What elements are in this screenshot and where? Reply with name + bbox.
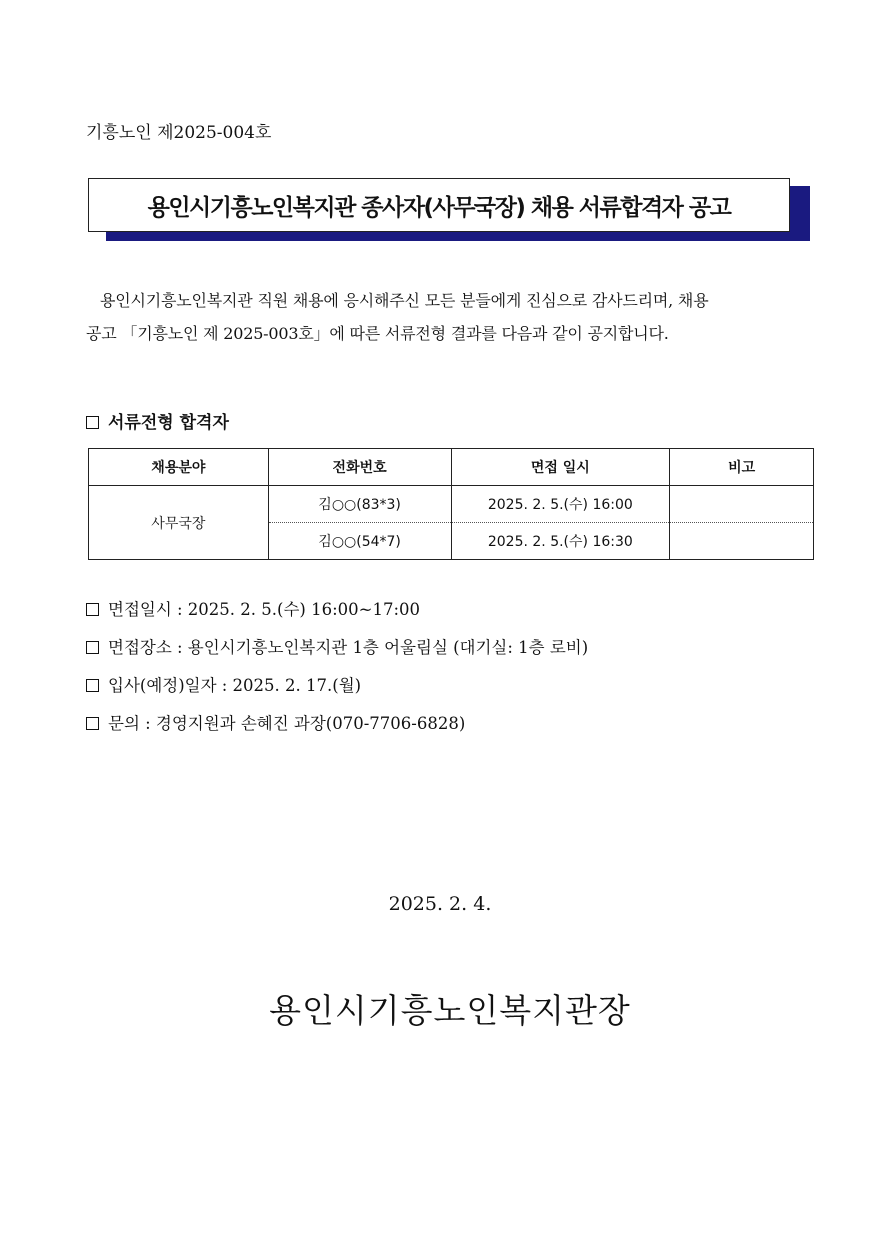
info-list xyxy=(86,596,588,748)
checkbox-icon xyxy=(86,416,99,429)
note-cell xyxy=(670,486,814,523)
candidate-cell: 김○○(54*7) xyxy=(268,523,451,560)
signature: 용인시기흥노인복지관장 xyxy=(269,991,631,1030)
intro-paragraph xyxy=(86,284,816,350)
interview-cell: 2025. 2. 5.(수) 16:30 xyxy=(451,523,670,560)
intro-line-1: 용인시기흥노인복지관 직원 채용에 응시해주신 모든 분들에게 진심으로 감사드리며, 채용 xyxy=(100,291,709,310)
title-box xyxy=(88,178,790,232)
interview-location: 면접장소 : 용인시기흥노인복지관 1층 어울림실 (대기실: 1층 로비) xyxy=(108,638,589,657)
start-date: 입사(예정)일자 : 2025. 2. 17.(월) xyxy=(108,676,362,695)
interview-cell: 2025. 2. 5.(수) 16:00 xyxy=(451,486,670,523)
list-item xyxy=(86,672,588,710)
results-table xyxy=(88,448,814,560)
candidate-cell: 김○○(83*3) xyxy=(268,486,451,523)
list-item xyxy=(86,710,588,748)
table-header-row xyxy=(89,449,814,486)
checkbox-icon xyxy=(86,679,99,692)
header-field: 채용분야 xyxy=(89,449,269,486)
contact-info: 문의 : 경영지원과 손혜진 과장(070-7706-6828) xyxy=(108,714,466,733)
table-row xyxy=(89,486,814,523)
intro-line-2: 공고 「기흥노인 제 2025-003호」에 따른 서류전형 결과를 다음과 같이 공지합니다. xyxy=(86,324,669,343)
page-title: 용인시기흥노인복지관 종사자(사무국장) 채용 서류합격자 공고 xyxy=(147,194,731,221)
section-heading xyxy=(86,408,229,433)
header-phone: 전화번호 xyxy=(268,449,451,486)
field-cell: 사무국장 xyxy=(89,486,269,560)
checkbox-icon xyxy=(86,717,99,730)
interview-datetime: 면접일시 : 2025. 2. 5.(수) 16:00~17:00 xyxy=(108,600,421,619)
section-heading-label: 서류전형 합격자 xyxy=(108,413,229,433)
list-item xyxy=(86,596,588,634)
header-interview: 면접 일시 xyxy=(451,449,670,486)
issue-date: 2025. 2. 4. xyxy=(388,893,492,915)
document-number: 기흥노인 제2025-004호 xyxy=(86,123,272,143)
checkbox-icon xyxy=(86,641,99,654)
note-cell xyxy=(670,523,814,560)
title-banner xyxy=(88,178,810,242)
checkbox-icon xyxy=(86,603,99,616)
list-item xyxy=(86,634,588,672)
header-note: 비고 xyxy=(670,449,814,486)
